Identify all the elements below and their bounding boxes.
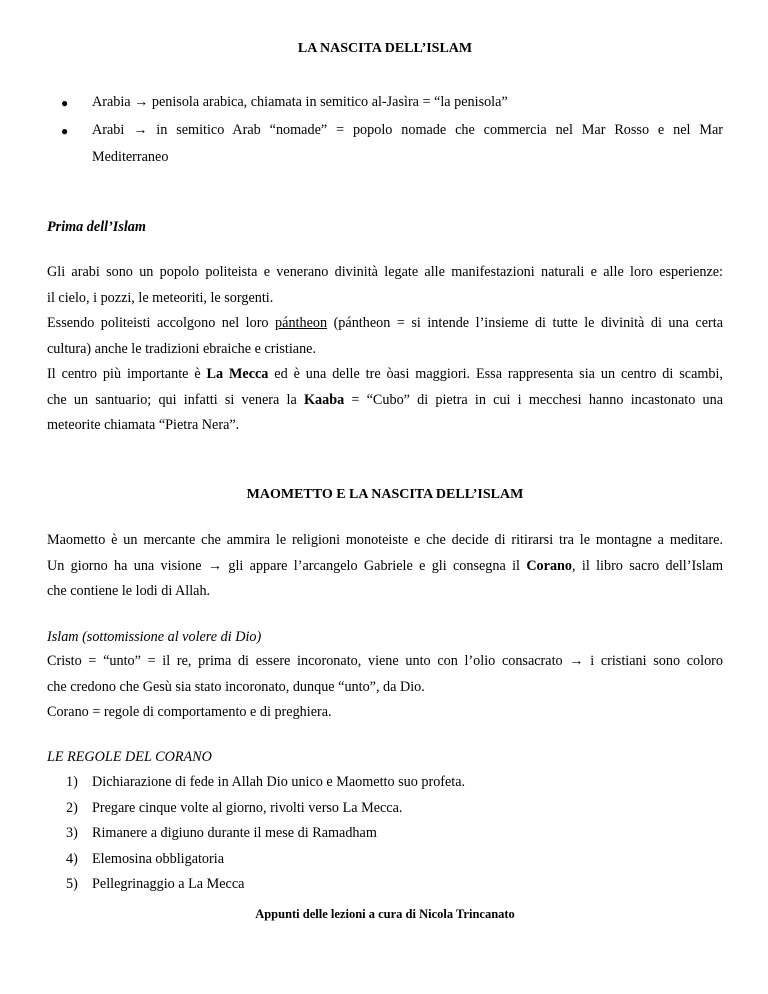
list-number: 1): [66, 774, 78, 790]
document-title: LA NASCITA DELL’ISLAM: [297, 41, 473, 56]
paragraph-line: Corano = regole di comportamento e di preghiera.: [47, 704, 332, 720]
list-number: 4): [66, 851, 78, 867]
text-span: ed è una delle tre òasi maggiori. Essa rappresenta sia un centro di scambi,: [268, 366, 723, 382]
paragraph-line: il cielo, i pozzi, le meteoriti, le sorgenti.: [47, 290, 274, 306]
paragraph-line: meteorite chiamata “Pietra Nera”.: [47, 417, 240, 433]
list-item: Rimanere a digiuno durante il mese di Ramadham: [92, 825, 377, 841]
page-footer: Appunti delle lezioni a cura di Nicola Trincanato: [255, 907, 515, 921]
section-heading-prima-islam: Prima dell’Islam: [47, 219, 146, 235]
paragraph-line: cultura) anche le tradizioni ebraiche e cristiane.: [47, 341, 317, 357]
paragraph-line: Maometto è un mercante che ammira le religioni monoteiste e che decide di ritirarsi tra le montagne a meditare.: [47, 532, 723, 548]
list-item: Dichiarazione di fede in Allah Dio unico e Maometto suo profeta.: [92, 774, 466, 790]
text-span: che un santuario; qui infatti si venera la: [47, 392, 304, 408]
paragraph-line: Cristo = “unto” = il re, prima di essere incoronato, viene unto con l’olio consacrato → i cristiani sono coloro: [47, 653, 723, 669]
underlined-term: pántheon: [275, 315, 328, 331]
bullet-item-arabia: Arabia → penisola arabica, chiamata in semitico al-Jasìra = “la penisola”: [92, 94, 508, 110]
bold-term: Corano: [526, 558, 573, 574]
paragraph-line: che credono che Gesù sia stato incoronato, dunque “unto”, da Dio.: [47, 679, 425, 695]
text-span: Essendo politeisti accolgono nel loro: [47, 315, 276, 331]
section-heading-regole: LE REGOLE DEL CORANO: [47, 749, 212, 765]
bold-term: La Mecca: [206, 366, 269, 382]
paragraph-line: [47, 557, 723, 575]
paragraph-line: che contiene le lodi di Allah.: [47, 583, 211, 599]
list-number: 3): [66, 825, 78, 841]
list-item: Elemosina obbligatoria: [92, 851, 224, 867]
list-number: 2): [66, 800, 78, 816]
bullet-item-arabi-line1: Arabi → in semitico Arab “nomade” = popolo nomade che commercia nel Mar Rosso e nel Mar: [92, 122, 723, 138]
text-span: (pántheon = si intende l’insieme di tutte le divinità di una certa: [327, 315, 723, 331]
list-number: 5): [66, 876, 78, 892]
bullet-item-arabi-line2: Mediterraneo: [92, 149, 169, 165]
bullet-icon: ●: [61, 96, 69, 110]
text-span: , il libro sacro dell’Islam: [572, 558, 723, 574]
text-span: = “Cubo” di pietra in cui i mecchesi hanno incastonato una: [344, 392, 723, 408]
paragraph-line: [47, 365, 723, 383]
paragraph-line: Gli arabi sono un popolo politeista e venerano divinità legate alle manifestazioni naturali e alle loro esperienze:: [47, 264, 723, 280]
text-span: Un giorno ha una visione → gli appare l’arcangelo Gabriele e gli consegna il: [47, 558, 527, 574]
bullet-icon: ●: [61, 124, 69, 138]
bold-term: Kaaba: [303, 392, 345, 408]
paragraph-line: [47, 391, 723, 409]
section-heading-islam: Islam (sottomissione al volere di Dio): [47, 629, 262, 645]
list-item: Pellegrinaggio a La Mecca: [92, 876, 245, 892]
text-span: Il centro più importante è: [47, 366, 207, 382]
list-item: Pregare cinque volte al giorno, rivolti verso La Mecca.: [92, 800, 403, 816]
section-title-maometto: MAOMETTO E LA NASCITA DELL’ISLAM: [246, 487, 524, 502]
paragraph-line: [47, 314, 723, 332]
